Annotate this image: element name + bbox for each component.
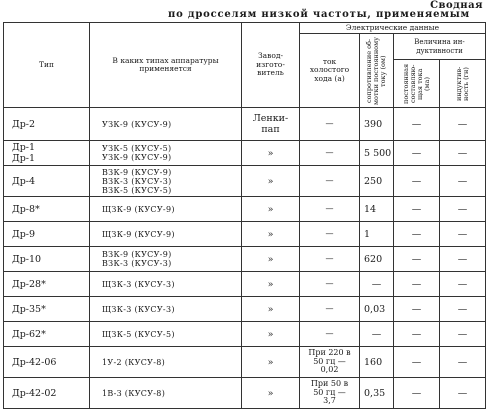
cell-applied (90, 322, 242, 347)
cell-maker-line: » (267, 303, 274, 315)
header-inductance: Величина ин-дуктивности (394, 34, 486, 60)
cell-applied-line: 1В-3 (КУСУ-8) (102, 388, 166, 398)
cell-applied (90, 166, 242, 197)
choke-summary-table (3, 22, 486, 409)
cell-type-line: Др-62* (12, 328, 46, 340)
cell-maker (242, 297, 300, 322)
cell-idle-current-line: 50 гц — (313, 356, 346, 366)
cell-type (4, 197, 90, 222)
cell-constant-component: — (394, 297, 440, 322)
cell-type (4, 322, 90, 347)
cell-inductance-h: — (440, 272, 486, 297)
cell-idle-current-line: — (325, 278, 334, 288)
table-row (4, 108, 486, 141)
cell-idle-current (300, 247, 360, 272)
cell-maker-line: пап (261, 124, 280, 135)
cell-idle-current-line: — (325, 253, 334, 263)
cell-applied (90, 297, 242, 322)
cell-idle-current-line: — (325, 228, 334, 238)
cell-applied (90, 108, 242, 141)
cell-maker (242, 222, 300, 247)
cell-constant-component: — (394, 247, 440, 272)
cell-applied-line: ВЗК-3 (КУСУ-3) (102, 176, 172, 186)
cell-constant-component: — (394, 166, 440, 197)
cell-inductance-h: — (440, 197, 486, 222)
cell-idle-current-line: — (325, 175, 334, 185)
cell-dc-resistance: 0,03 (360, 297, 394, 322)
cell-type (4, 247, 90, 272)
header-idle-current: ток холостого хода (а) (300, 34, 360, 108)
cell-constant-component: — (394, 347, 440, 378)
cell-dc-resistance: — (360, 272, 394, 297)
cell-maker (242, 247, 300, 272)
cell-type-line: Др-8* (12, 203, 40, 215)
cell-dc-resistance: 160 (360, 347, 394, 378)
cell-type (4, 272, 90, 297)
cell-type (4, 108, 90, 141)
cell-maker (242, 378, 300, 409)
cell-idle-current-line: При 220 в (308, 348, 351, 358)
table-caption-subtitle: по дросселям низкой частоты, применяемым (168, 9, 471, 20)
cell-maker-line: » (267, 175, 274, 187)
cell-type-line: Др-42-06 (12, 356, 57, 368)
cell-maker-line: » (267, 228, 274, 240)
cell-idle-current (300, 222, 360, 247)
cell-maker-line: » (267, 356, 274, 368)
cell-type-line: Др-10 (12, 253, 42, 265)
cell-dc-resistance: 250 (360, 166, 394, 197)
cell-maker-line: Ленки- (252, 113, 289, 124)
cell-type (4, 141, 90, 166)
cell-type-line: Др-4 (12, 175, 36, 187)
cell-idle-current-line: 0,02 (320, 365, 339, 375)
cell-maker-line: » (267, 328, 274, 340)
cell-maker (242, 197, 300, 222)
cell-applied-line: ВЗК-3 (КУСУ-3) (102, 259, 172, 268)
cell-maker-line: » (267, 253, 274, 265)
cell-applied-line: 1У-2 (КУСУ-8) (102, 357, 166, 367)
header-type: Тип (4, 23, 90, 108)
table-caption-word: Сводная (430, 0, 483, 11)
cell-inductance-h: — (440, 247, 486, 272)
header-inductance-h: индуктив-ность (гн) (440, 60, 486, 108)
table-row (4, 197, 486, 222)
header-maker: Завод-изгото-витель (242, 23, 300, 108)
cell-applied (90, 222, 242, 247)
cell-idle-current-line: — (325, 203, 334, 213)
cell-applied (90, 141, 242, 166)
cell-inductance-h: — (440, 322, 486, 347)
cell-applied (90, 247, 242, 272)
cell-maker-line: » (267, 387, 274, 399)
cell-inductance-h: — (440, 108, 486, 141)
cell-dc-resistance: 620 (360, 247, 394, 272)
cell-idle-current (300, 347, 360, 378)
cell-type-line: Др-2 (12, 118, 36, 130)
cell-idle-current (300, 378, 360, 409)
cell-dc-resistance: 5 500 (360, 141, 394, 166)
cell-inductance-h: — (440, 378, 486, 409)
cell-type-line: Др-1 (12, 142, 36, 153)
cell-dc-resistance: 1 (360, 222, 394, 247)
cell-constant-component: — (394, 222, 440, 247)
cell-dc-resistance: 14 (360, 197, 394, 222)
cell-inductance-h: — (440, 222, 486, 247)
cell-applied (90, 197, 242, 222)
cell-inductance-h: — (440, 297, 486, 322)
cell-maker (242, 108, 300, 141)
table-row (4, 222, 486, 247)
cell-applied (90, 272, 242, 297)
cell-dc-resistance: 390 (360, 108, 394, 141)
cell-dc-resistance: 0,35 (360, 378, 394, 409)
cell-applied-line: ВЗК-5 (КУСУ-5) (102, 185, 172, 195)
cell-type (4, 222, 90, 247)
cell-type (4, 166, 90, 197)
cell-inductance-h: — (440, 141, 486, 166)
cell-type (4, 347, 90, 378)
cell-maker (242, 141, 300, 166)
cell-idle-current-line: При 50 в (310, 379, 349, 389)
cell-constant-component: — (394, 141, 440, 166)
cell-idle-current (300, 141, 360, 166)
cell-constant-component: — (394, 322, 440, 347)
cell-applied-line: ЩЗК-9 (КУСУ-9) (102, 229, 175, 239)
cell-idle-current-line: — (325, 328, 334, 338)
cell-idle-current (300, 166, 360, 197)
cell-maker-line: » (267, 147, 274, 159)
cell-idle-current-line: 50 гц — (313, 387, 346, 397)
cell-inductance-h: — (440, 166, 486, 197)
header-constant-component: постоянная составляю-щая тока (ма) (394, 60, 440, 108)
cell-type-line: Др-35* (12, 303, 46, 315)
cell-maker (242, 272, 300, 297)
cell-maker-line: » (267, 203, 274, 215)
cell-constant-component: — (394, 108, 440, 141)
cell-type (4, 378, 90, 409)
cell-type-line: Др-1 (12, 153, 36, 164)
cell-idle-current-line: 3,7 (323, 396, 336, 406)
cell-applied (90, 378, 242, 409)
table-row (4, 297, 486, 322)
header-electrical: Электрические данные (300, 23, 486, 34)
table-body (4, 108, 486, 409)
cell-maker (242, 347, 300, 378)
table-row (4, 141, 486, 166)
header-applied: В каких типах аппаратуры применяется (90, 23, 242, 108)
cell-applied-line: ЩЗК-9 (КУСУ-9) (102, 204, 175, 214)
cell-idle-current-line: — (325, 118, 334, 128)
cell-type-line: Др-28* (12, 278, 46, 290)
cell-maker (242, 166, 300, 197)
cell-applied (90, 347, 242, 378)
cell-applied-line: УЗК-5 (КУСУ-5) (102, 144, 172, 153)
cell-applied-line: ВЗК-9 (КУСУ-9) (102, 250, 172, 259)
cell-constant-component: — (394, 197, 440, 222)
cell-applied-line: ЩЗК-5 (КУСУ-5) (102, 329, 175, 339)
cell-idle-current (300, 197, 360, 222)
header-dc-resistance: сопротивление об-мотки постоянному току (ом) (360, 34, 394, 108)
cell-applied-line: ВЗК-9 (КУСУ-9) (102, 167, 172, 177)
cell-type (4, 297, 90, 322)
cell-applied-line: УЗК-9 (КУСУ-9) (102, 153, 172, 162)
table-row (4, 378, 486, 409)
cell-dc-resistance: — (360, 322, 394, 347)
cell-idle-current (300, 108, 360, 141)
cell-type-line: Др-42-02 (12, 387, 57, 399)
cell-inductance-h: — (440, 347, 486, 378)
cell-applied-line: ЩЗК-3 (КУСУ-3) (102, 279, 175, 289)
table-row (4, 166, 486, 197)
table-row (4, 347, 486, 378)
cell-type-line: Др-9 (12, 228, 36, 240)
cell-constant-component: — (394, 272, 440, 297)
cell-idle-current (300, 272, 360, 297)
table-row (4, 247, 486, 272)
cell-idle-current-line: — (325, 147, 334, 157)
cell-idle-current-line: — (325, 303, 334, 313)
cell-idle-current (300, 297, 360, 322)
cell-applied-line: ЩЗК-3 (КУСУ-3) (102, 304, 175, 314)
cell-applied-line: УЗК-9 (КУСУ-9) (102, 119, 172, 129)
cell-constant-component: — (394, 378, 440, 409)
cell-maker-line: » (267, 278, 274, 290)
cell-maker (242, 322, 300, 347)
table-row (4, 322, 486, 347)
cell-idle-current (300, 322, 360, 347)
table-row (4, 272, 486, 297)
